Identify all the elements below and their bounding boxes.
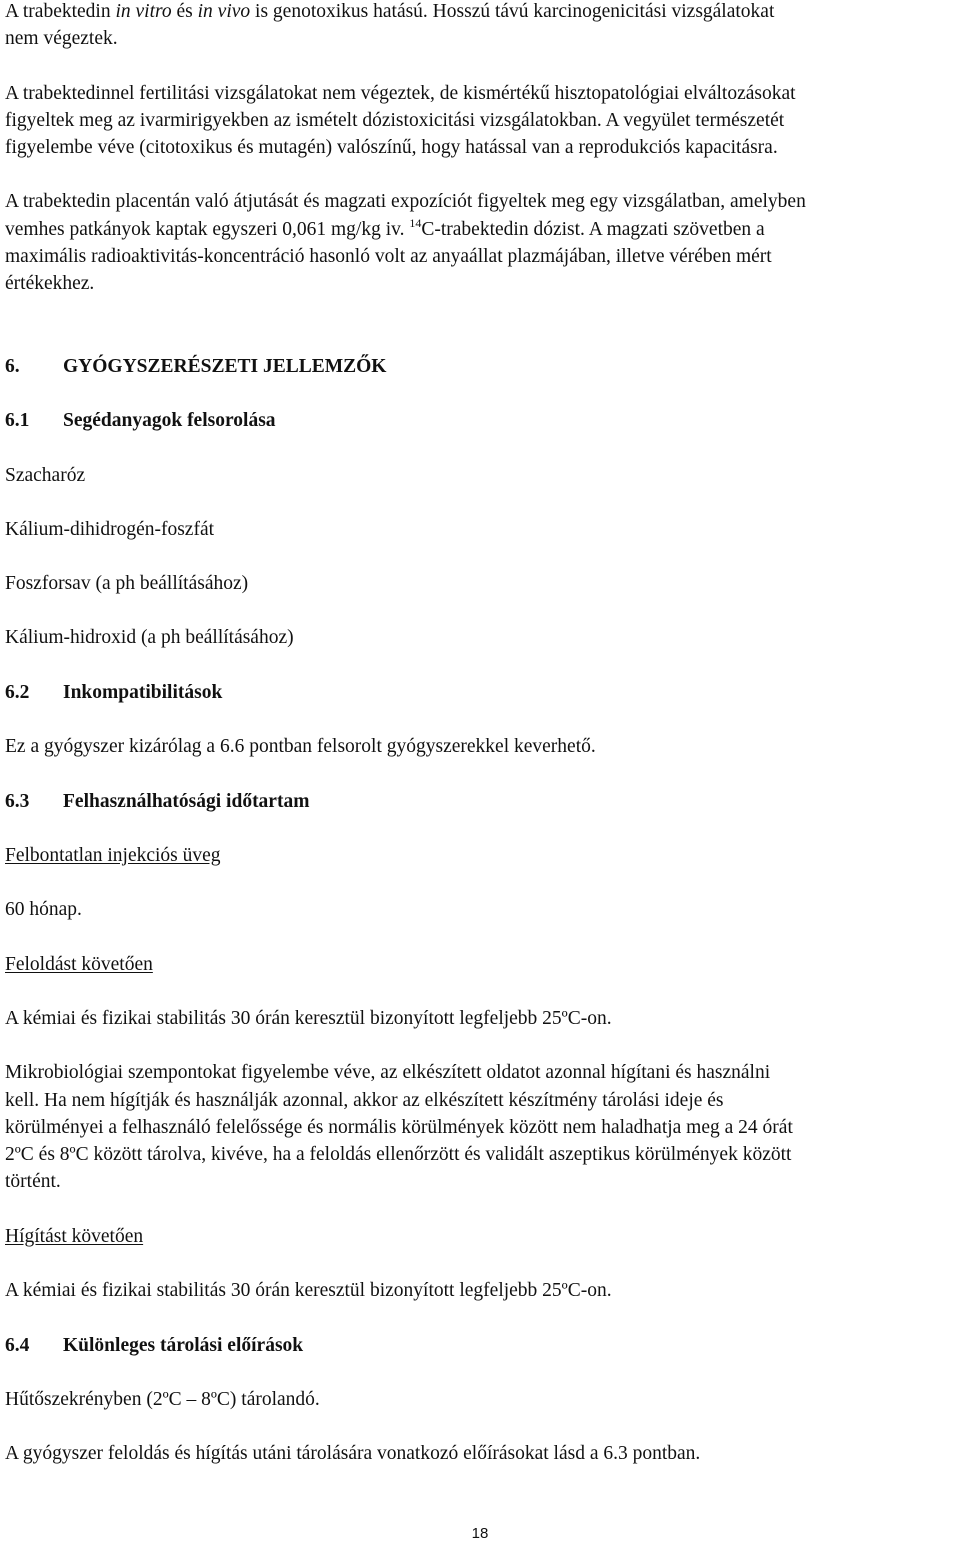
section-number: 6.3 <box>5 791 30 812</box>
para3-line4: értékekhez. <box>5 273 95 294</box>
excipient-item: Kálium-hidroxid (a ph beállításához) <box>5 627 294 648</box>
diluted-stability-text: A kémiai és fizikai stabilitás 30 órán keresztül bizonyított legfeljebb 25ºC-on. <box>5 1280 612 1301</box>
excipient-item: Szacharóz <box>5 465 86 486</box>
section-6-2-text: Ez a gyógyszer kizárólag a 6.6 pontban felsorolt gyógyszerekkel keverhető. <box>5 736 596 757</box>
italic-term: in vitro <box>115 1 172 22</box>
page-number: 18 <box>471 1525 489 1542</box>
micro-line5: történt. <box>5 1171 61 1192</box>
diluted-subheading: Hígítást követően <box>5 1226 144 1247</box>
section-title: GYÓGYSZERÉSZETI JELLEMZŐK <box>63 356 387 377</box>
excipient-item: Foszforsav (a ph beállításához) <box>5 573 249 594</box>
para3-line1: A trabektedin placentán való átjutását és magzati expozíciót figyeltek meg egy vizsgálatban, amelyben <box>5 191 806 212</box>
para1-line1 <box>5 2 774 22</box>
micro-line3: körülményei a felhasználó felelőssége és normális körülmények között nem haladhatja meg a 24 órát <box>5 1117 793 1138</box>
text: és <box>171 1 198 22</box>
section-title: Segédanyagok felsorolása <box>63 410 276 431</box>
para2-line2: figyeltek meg az ivarmirigyekben az ismételt dózistoxicitási vizsgálatokban. A vegyület természetét <box>5 110 785 131</box>
isotope-superscript: 14 <box>409 216 422 230</box>
storage-reference-text: A gyógyszer feloldás és hígítás utáni tárolására vonatkozó előírásokat lásd a 6.3 pontban. <box>5 1443 701 1464</box>
section-6-3-heading <box>5 792 309 812</box>
text: vemhes patkányok kaptak egyszeri 0,061 mg/kg iv. <box>5 219 410 240</box>
section-6-1-heading <box>5 411 276 431</box>
section-number: 6. <box>5 356 20 377</box>
section-6-4-heading <box>5 1336 303 1356</box>
section-6-2-heading <box>5 683 222 703</box>
para1-line2: nem végeztek. <box>5 28 118 49</box>
micro-line1: Mikrobiológiai szempontokat figyelembe véve, az elkészített oldatot azonnal hígítani és használni <box>5 1062 771 1083</box>
section-number: 6.2 <box>5 682 30 703</box>
para3-line2 <box>5 216 765 240</box>
section-title: Különleges tárolási előírások <box>63 1335 304 1356</box>
micro-line4: 2ºC és 8ºC között tárolva, kivéve, ha a feloldás ellenőrzött és validált aszeptikus körülmények között <box>5 1144 792 1165</box>
text: A trabektedin <box>5 1 116 22</box>
text: is genotoxikus hatású. Hosszú távú karcinogenicitási vizsgálatokat <box>250 1 775 22</box>
section-6-heading <box>5 357 386 377</box>
para2-line1: A trabektedinnel fertilitási vizsgálatokat nem végeztek, de kismértékű hisztopatológiai elváltozásokat <box>5 83 796 104</box>
section-number: 6.4 <box>5 1335 30 1356</box>
unopened-shelf-life: 60 hónap. <box>5 899 82 920</box>
excipient-item: Kálium-dihidrogén-foszfát <box>5 519 215 540</box>
section-title: Inkompatibilitások <box>63 682 223 703</box>
para2-line3: figyelembe véve (citotoxikus és mutagén) valószínű, hogy hatással van a reprodukciós kapacitásra. <box>5 137 778 158</box>
para3-line3: maximális radioaktivitás-koncentráció hasonló volt az anyaállat plazmájában, illetve vérében mért <box>5 246 772 267</box>
unopened-vial-subheading: Felbontatlan injekciós üveg <box>5 845 221 866</box>
italic-term: in vivo <box>197 1 251 22</box>
section-number: 6.1 <box>5 410 30 431</box>
reconstituted-subheading: Feloldást követően <box>5 954 153 975</box>
storage-text: Hűtőszekrényben (2ºC – 8ºC) tárolandó. <box>5 1389 320 1410</box>
text: C-trabektedin dózist. A magzati szövetben a <box>421 219 765 240</box>
section-title: Felhasználhatósági időtartam <box>63 791 310 812</box>
reconstituted-stability-text: A kémiai és fizikai stabilitás 30 órán keresztül bizonyított legfeljebb 25ºC-on. <box>5 1008 612 1029</box>
micro-line2: kell. Ha nem hígítják és használják azonnal, akkor az elkészített készítmény tárolási ideje és <box>5 1090 724 1111</box>
